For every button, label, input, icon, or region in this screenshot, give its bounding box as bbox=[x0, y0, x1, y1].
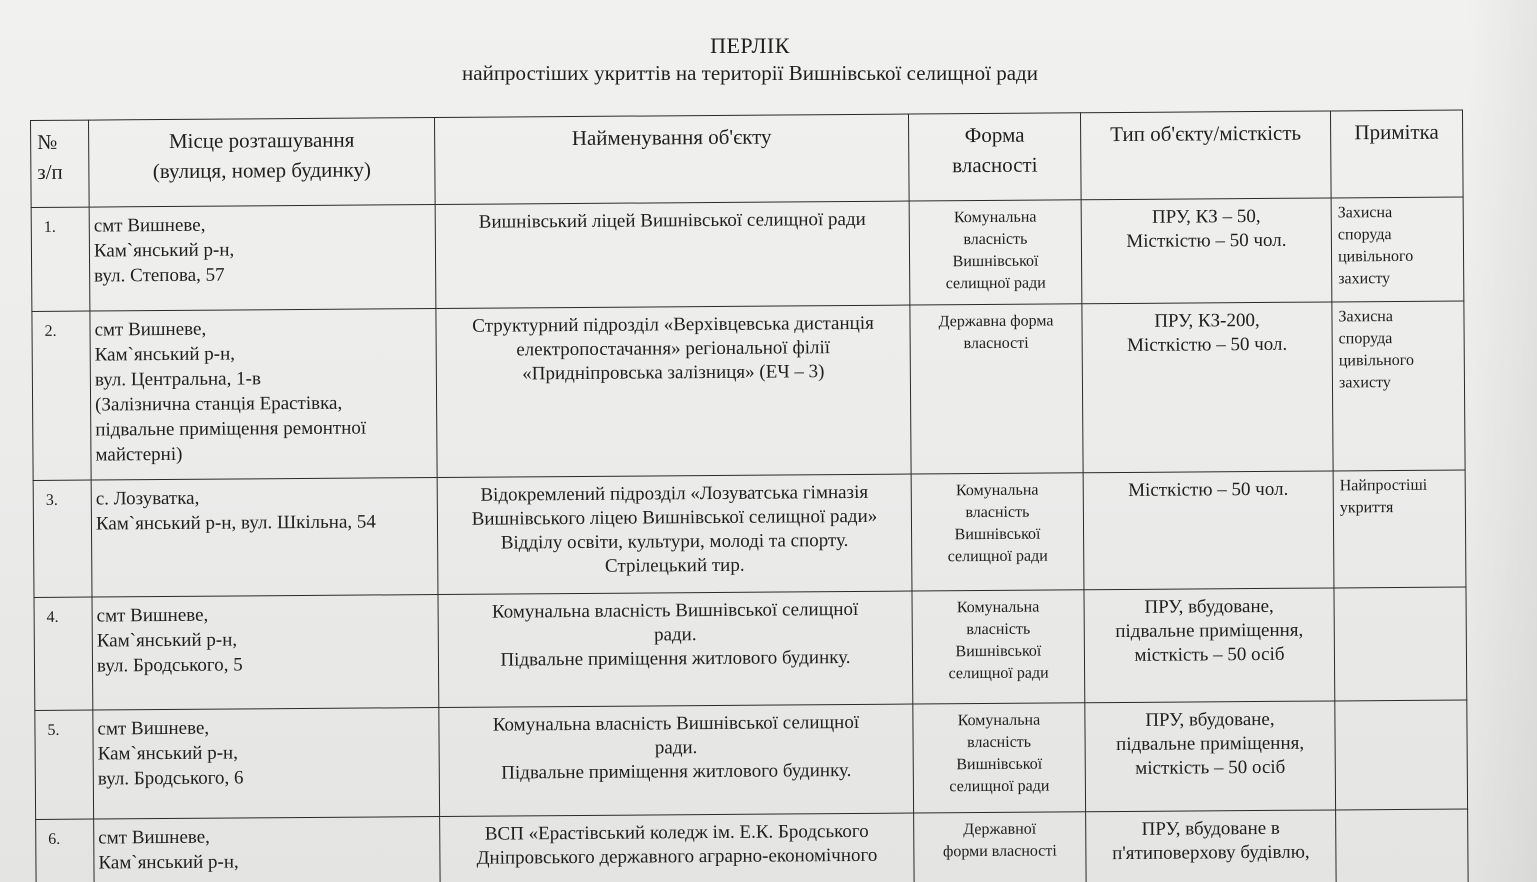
cell-type-capacity-line: п'ятиповерхову будівлю, bbox=[1112, 841, 1310, 865]
cell-type-capacity bbox=[1084, 588, 1335, 703]
cell-object-name-line: ради. bbox=[654, 737, 698, 759]
cell-object-name-line: Дніпровського державного аграрно-економічного bbox=[476, 844, 878, 869]
header-note: Примітка bbox=[1330, 110, 1463, 198]
cell-ownership bbox=[909, 200, 1082, 305]
cell-object-name bbox=[437, 474, 912, 594]
header-type: Тип об'єкту/місткість bbox=[1080, 111, 1331, 200]
cell-object-name-line: Підвальне приміщення житлового будинку. bbox=[500, 647, 851, 671]
cell-place bbox=[93, 708, 440, 820]
title-block bbox=[0, 32, 1500, 86]
cell-place-line: підвальне приміщення ремонтної bbox=[95, 417, 367, 441]
cell-type-capacity-line: ПРУ, вбудоване, bbox=[1145, 708, 1275, 731]
cell-ownership-line: селищної ради bbox=[948, 664, 1049, 683]
cell-object-name bbox=[436, 305, 911, 477]
cell-ownership bbox=[911, 473, 1084, 591]
cell-ownership-line: Державна форма bbox=[938, 312, 1054, 331]
cell-object-name-line: Комунальна власність Вишнівської селищної bbox=[491, 598, 859, 623]
cell-ownership-line: власності bbox=[963, 334, 1029, 353]
header-number-line: з/п bbox=[37, 159, 63, 184]
cell-ownership-line: Вишнівської bbox=[955, 642, 1042, 661]
cell-place-line: смт Вишневе, bbox=[97, 717, 210, 740]
cell-type-capacity-line: ПРУ, КЗ-200, bbox=[1154, 309, 1260, 332]
cell-note bbox=[1336, 809, 1469, 882]
cell-ownership bbox=[912, 590, 1085, 704]
cell-ownership-line: форми власності bbox=[942, 842, 1057, 861]
cell-ownership-line: Державної bbox=[963, 820, 1037, 839]
cell-place-line: Кам`янський р-н, bbox=[97, 742, 239, 765]
shelters-table bbox=[30, 109, 1469, 882]
header-ownership-line: власності bbox=[952, 152, 1038, 178]
table-row bbox=[36, 809, 1469, 882]
cell-place-line: вул. Бродського, 6 bbox=[97, 767, 244, 790]
cell-ownership-line: Комунальна bbox=[953, 208, 1037, 227]
cell-note-line: захисту bbox=[1338, 270, 1391, 288]
page-shadow bbox=[1467, 0, 1537, 882]
table-row bbox=[31, 197, 1464, 311]
cell-type-capacity-line: ПРУ, вбудоване в bbox=[1141, 817, 1280, 840]
cell-note-line: Захисна bbox=[1338, 308, 1393, 326]
cell-type-capacity-line: місткість – 50 осіб bbox=[1135, 756, 1286, 779]
cell-type-capacity-line: підвальне приміщення, bbox=[1116, 732, 1305, 756]
shelters-table-wrapper bbox=[30, 110, 1468, 882]
cell-place-line: вул. Центральна, 1-в bbox=[94, 368, 261, 391]
cell-place-line: майстерні) bbox=[95, 443, 183, 466]
cell-note bbox=[1335, 700, 1468, 810]
cell-note bbox=[1334, 587, 1467, 701]
table-row bbox=[32, 301, 1465, 480]
cell-place-line: Кам`янський р-н, bbox=[96, 629, 238, 652]
cell-ownership-line: власність bbox=[965, 503, 1030, 522]
header-ownership-line: Форма bbox=[964, 122, 1025, 148]
header-place bbox=[89, 118, 436, 208]
cell-place-line: Кам`янський р-н, bbox=[94, 343, 236, 366]
document-subtitle: найпростіших укриттів на території Вишнівської селищної ради bbox=[462, 61, 1038, 85]
header-ownership bbox=[908, 113, 1081, 201]
cell-note-line: укриття bbox=[1339, 499, 1394, 517]
cell-ownership-line: Вишнівської bbox=[954, 525, 1041, 544]
cell-ownership-line: селищної ради bbox=[947, 547, 1048, 566]
header-place-line: Місце розташування bbox=[168, 127, 355, 153]
cell-note bbox=[1333, 470, 1466, 588]
cell-type-capacity-line: Місткістю – 50 чол. bbox=[1126, 229, 1287, 252]
cell-place-line: (Залізнична станція Ерастівка, bbox=[95, 392, 343, 416]
cell-ownership-line: власність bbox=[963, 230, 1028, 249]
cell-object-name-line: електропостачання» регіональної філії bbox=[516, 337, 831, 361]
cell-note-line: захисту bbox=[1338, 374, 1391, 392]
cell-note-line: Захисна bbox=[1337, 204, 1393, 222]
cell-ownership-line: Комунальна bbox=[956, 598, 1040, 617]
cell-ownership-line: Комунальна bbox=[955, 481, 1039, 500]
cell-object-name-line: Комунальна власність Вишнівської селищної bbox=[492, 711, 860, 736]
cell-place-line: вул. Степова, 57 bbox=[94, 264, 225, 287]
cell-place-line: смт Вишневе, bbox=[98, 826, 210, 849]
cell-object-name bbox=[440, 813, 915, 882]
cell-place-line: смт Вишневе, bbox=[93, 214, 206, 237]
cell-object-name-line: Стрілецький тир. bbox=[604, 554, 745, 577]
cell-type-capacity bbox=[1083, 471, 1334, 590]
cell-object-name-line: ради. bbox=[653, 624, 697, 646]
cell-ownership bbox=[914, 812, 1087, 882]
cell-place-line: Кам`янський р-н, bbox=[93, 239, 235, 262]
cell-ownership bbox=[913, 703, 1086, 813]
cell-ownership-line: Вишнівської bbox=[952, 252, 1039, 271]
cell-object-name-line: ВСП «Ерастівський коледж ім. Е.К. Бродського bbox=[484, 820, 869, 845]
cell-object-name-line: Структурний підрозділ «Верхівцевська дистанція bbox=[472, 312, 874, 337]
table-body bbox=[31, 197, 1468, 882]
cell-type-capacity-line: підвальне приміщення, bbox=[1115, 619, 1304, 643]
cell-place bbox=[92, 595, 439, 711]
cell-number: 2. bbox=[32, 311, 91, 480]
cell-type-capacity bbox=[1085, 701, 1336, 812]
cell-number: 1. bbox=[31, 207, 90, 311]
cell-object-name bbox=[435, 201, 910, 308]
cell-number: 4. bbox=[34, 597, 93, 710]
cell-object-name-line: Відділу освіти, культури, молоді та спорту. bbox=[500, 530, 849, 554]
cell-ownership-line: селищної ради bbox=[949, 777, 1050, 796]
cell-place-line: вул. Бродського, 5 bbox=[96, 654, 243, 677]
cell-note bbox=[1331, 197, 1464, 302]
cell-type-capacity-line: Місткістю – 50 чол. bbox=[1128, 478, 1289, 501]
cell-object-name bbox=[439, 704, 914, 816]
cell-place-line: смт Вишневе, bbox=[94, 318, 207, 341]
cell-note-line: цивільного bbox=[1337, 247, 1414, 266]
cell-place-line: с. Лозуватка, bbox=[95, 487, 200, 510]
cell-place bbox=[91, 478, 438, 598]
table-row bbox=[35, 700, 1468, 819]
cell-ownership-line: власність bbox=[966, 620, 1031, 639]
cell-object-name-line: Вишнівського ліцею Вишнівської селищної ради» bbox=[471, 505, 878, 530]
cell-note-line: споруда bbox=[1338, 330, 1393, 348]
table-header-row bbox=[31, 110, 1464, 207]
cell-place bbox=[94, 817, 441, 882]
cell-type-capacity-line: ПРУ, КЗ – 50, bbox=[1151, 205, 1261, 228]
cell-type-capacity bbox=[1081, 198, 1332, 304]
cell-place-line: Кам`янський р-н, вул. Шкільна, 54 bbox=[95, 511, 376, 535]
header-number-line: № bbox=[37, 129, 58, 154]
cell-note bbox=[1332, 301, 1465, 471]
cell-note-line: цивільного bbox=[1338, 351, 1415, 370]
cell-object-name-line: Відокремлений підрозділ «Лозуватська гімназія bbox=[480, 481, 869, 506]
cell-type-capacity bbox=[1086, 810, 1337, 882]
cell-type-capacity-line: Місткістю – 50 чол. bbox=[1127, 333, 1288, 356]
cell-note-line: споруда bbox=[1337, 226, 1392, 244]
cell-ownership-line: Вишнівської bbox=[956, 755, 1043, 774]
cell-ownership-line: власність bbox=[967, 733, 1032, 752]
cell-type-capacity-line: місткість – 50 осіб bbox=[1134, 643, 1285, 666]
cell-ownership-line: селищної ради bbox=[945, 274, 1046, 293]
table-row bbox=[33, 470, 1466, 597]
cell-place-line: Кам`янський р-н, bbox=[98, 851, 239, 874]
header-place-line: (вулиця, номер будинку) bbox=[152, 157, 372, 184]
cell-place bbox=[90, 309, 437, 481]
cell-ownership bbox=[910, 304, 1083, 474]
cell-object-name-line: Підвальне приміщення житлового будинку. bbox=[501, 759, 852, 784]
cell-number: 5. bbox=[35, 710, 94, 819]
cell-number: 3. bbox=[33, 480, 92, 597]
cell-note-line: Найпростіші bbox=[1339, 476, 1428, 495]
cell-object-name-line: Вишнівський ліцей Вишнівської селищної ради bbox=[478, 208, 866, 233]
cell-place-line: смт Вишневе, bbox=[96, 604, 209, 627]
cell-place bbox=[89, 205, 436, 312]
document-title: ПЕРЛІК bbox=[710, 33, 790, 58]
header-object-name: Найменування об'єкту bbox=[434, 114, 909, 204]
cell-number: 6. bbox=[36, 819, 95, 882]
table-row bbox=[34, 587, 1467, 710]
cell-object-name bbox=[438, 591, 913, 707]
cell-object-name-line: «Придніпровська залізниця» (ЕЧ – 3) bbox=[522, 361, 825, 385]
cell-type-capacity-line: ПРУ, вбудоване, bbox=[1144, 595, 1274, 618]
cell-type-capacity bbox=[1082, 302, 1333, 473]
cell-ownership-line: Комунальна bbox=[957, 711, 1041, 730]
header-number bbox=[31, 120, 90, 207]
